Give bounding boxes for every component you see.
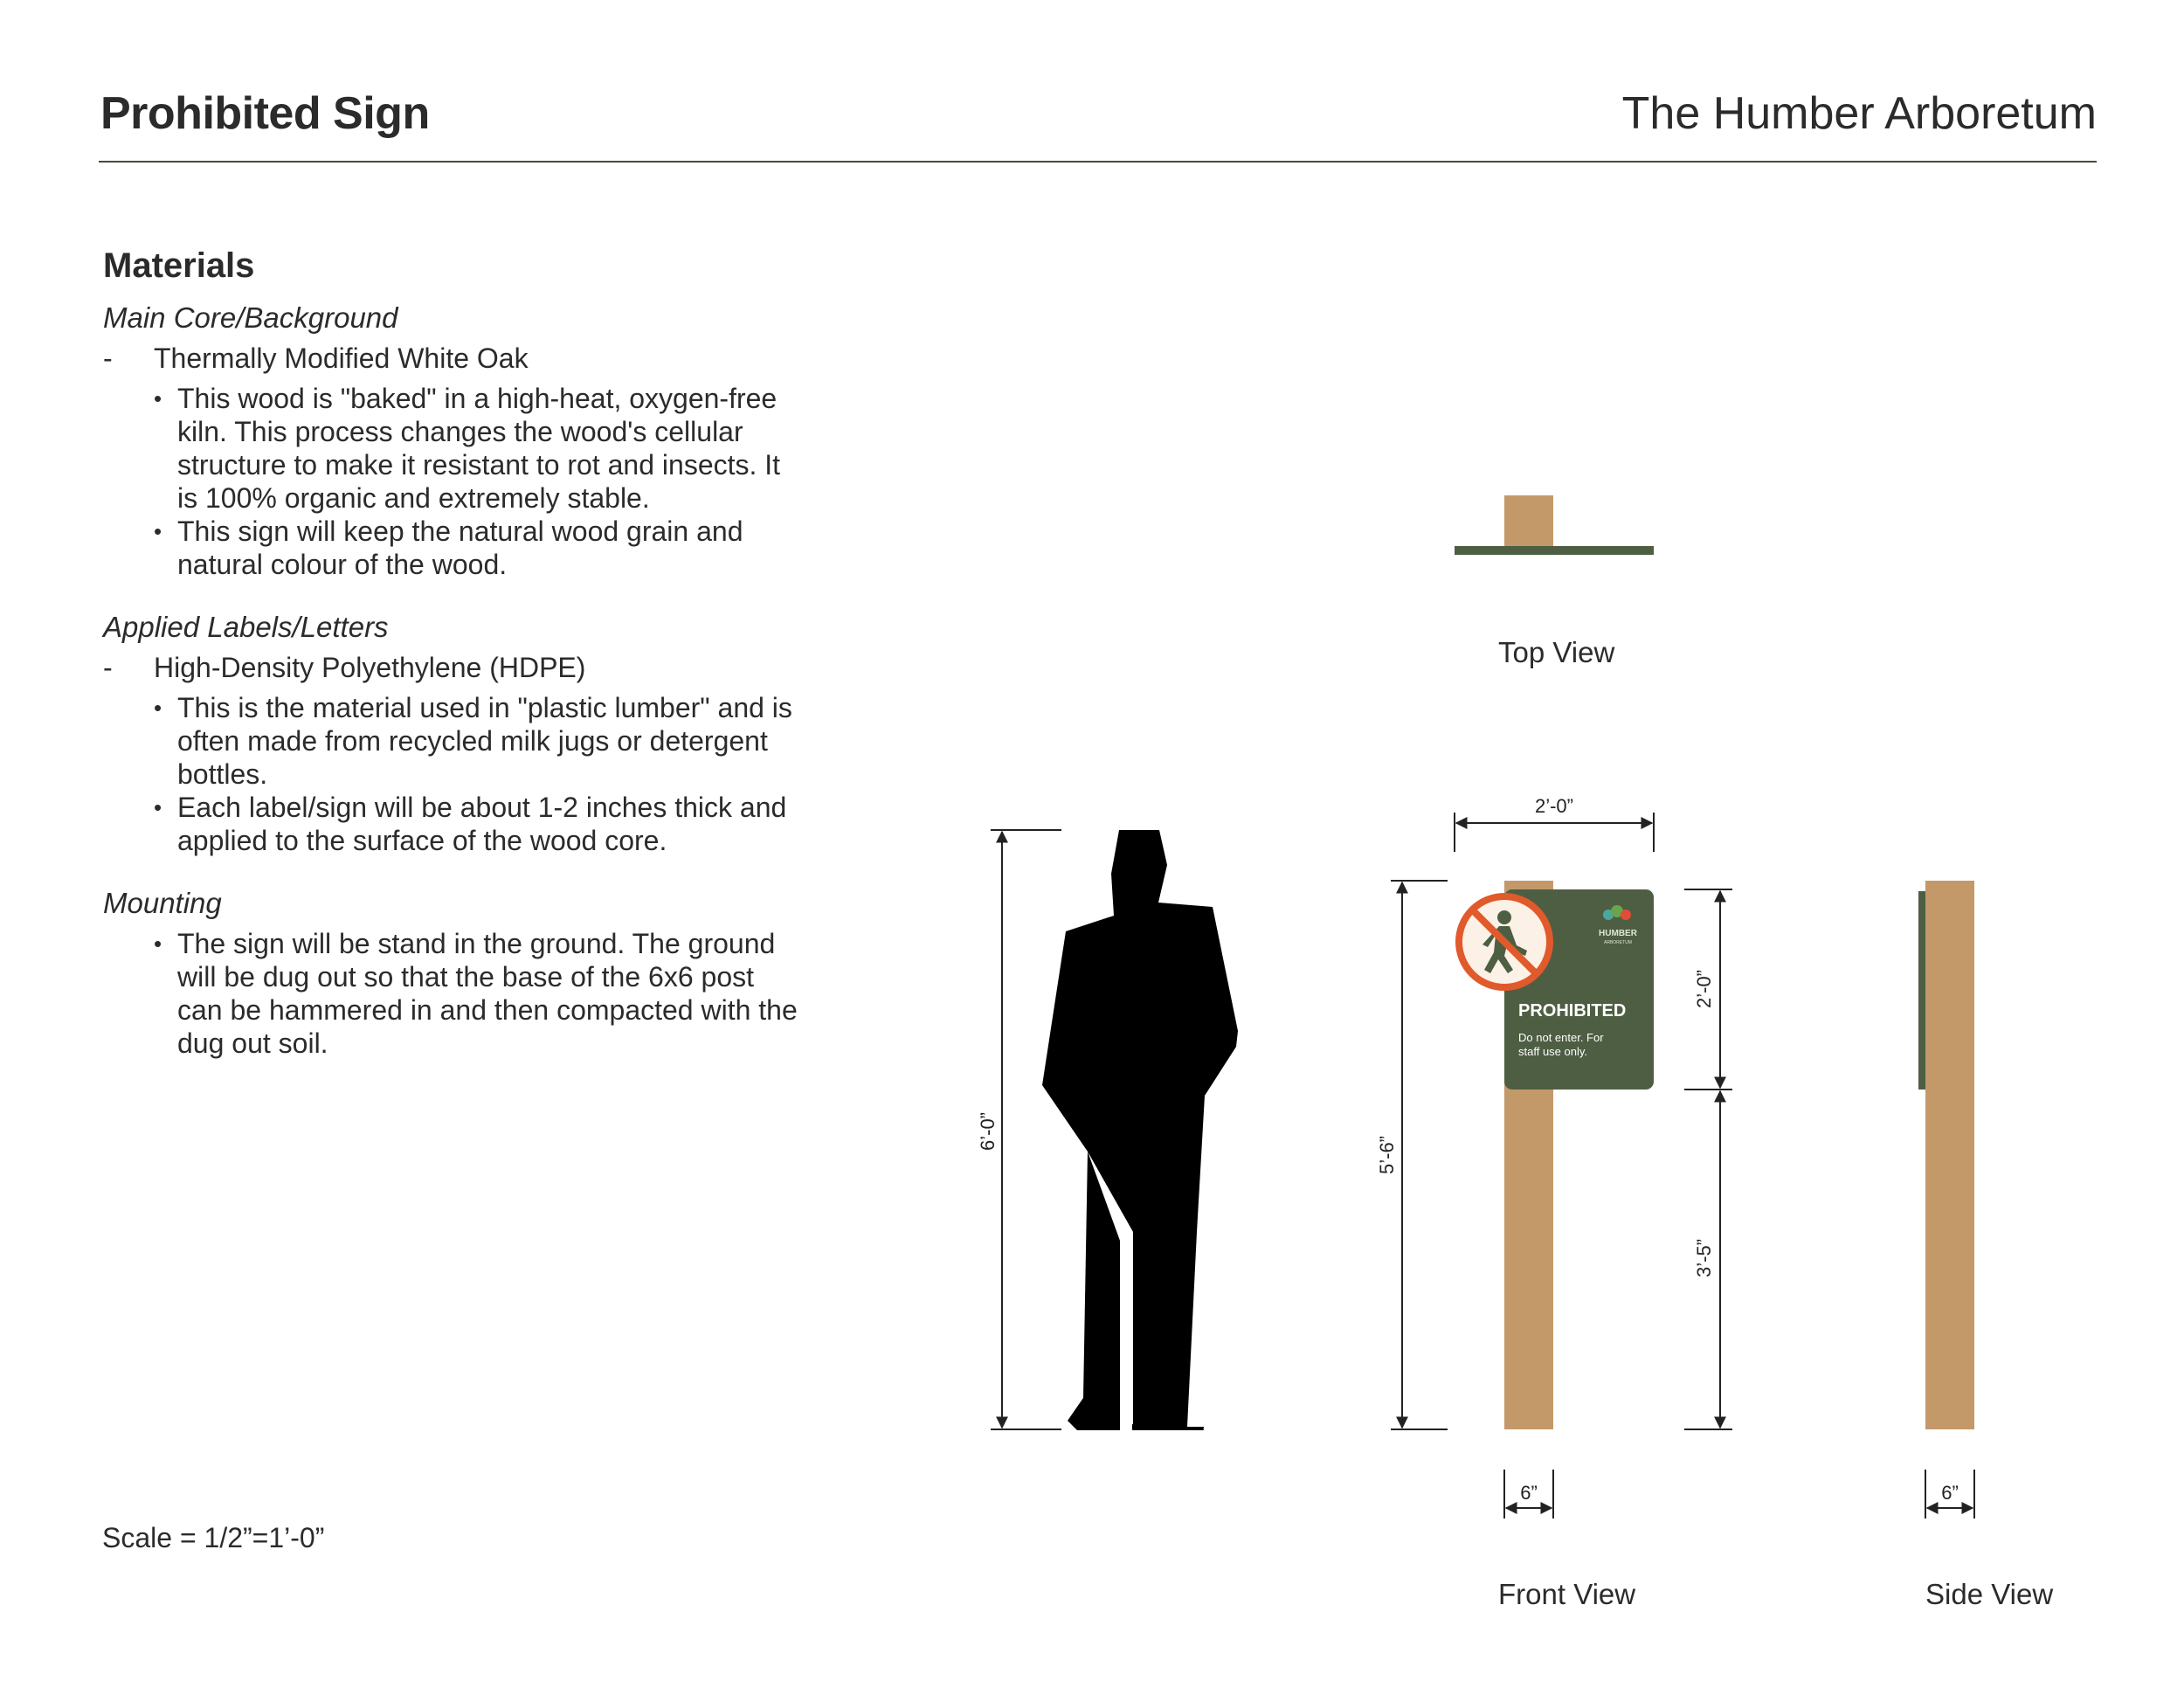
- bullet-item: • This wood is "baked" in a high-heat, oxygen-free kiln. This process changes the wood's cellular structure to make it resistant to rot and insects. It is 100% organic and extremely stable.: [177, 382, 802, 515]
- person-silhouette: [1042, 830, 1238, 1430]
- section-title: Applied Labels/Letters: [103, 611, 389, 643]
- total-height-dimension: [1376, 881, 1448, 1429]
- sign-width-dimension: [1455, 795, 1654, 852]
- side-view-drawing: [1918, 881, 1974, 1429]
- panel-top: [1455, 546, 1654, 555]
- side-post-width-dimension: [1925, 1470, 1974, 1519]
- panel-height-label: 2’-0”: [1693, 969, 1715, 1009]
- material-item: - Thermally Modified White Oak: [103, 342, 802, 375]
- bullet-item: • This sign will keep the natural wood grain and natural colour of the wood.: [177, 515, 802, 581]
- panel-body-line: staff use only.: [1518, 1045, 1588, 1058]
- side-post-width-label: 6”: [1941, 1482, 1959, 1504]
- page-title: Prohibited Sign: [100, 88, 430, 139]
- sign-panel: [1456, 889, 1654, 1090]
- sign-width-label: 2’-0”: [1534, 795, 1574, 817]
- post-top: [1504, 495, 1553, 548]
- top-view-label: Top View: [1498, 636, 1615, 668]
- front-post-width-label: 6”: [1520, 1482, 1538, 1504]
- materials-heading: Materials: [103, 246, 255, 285]
- panel-height-dimension: [1684, 889, 1732, 1429]
- side-post: [1925, 881, 1974, 1429]
- scale-note: Scale = 1/2”=1’-0”: [102, 1522, 325, 1553]
- post-to-panel-label: 3’-5”: [1693, 1238, 1715, 1278]
- organization-name: The Humber Arboretum: [1621, 88, 2097, 139]
- section-title: Main Core/Background: [103, 301, 398, 334]
- section-title: Mounting: [103, 887, 222, 919]
- top-view-drawing: [1455, 495, 1654, 555]
- front-post-width-dimension: [1504, 1470, 1553, 1519]
- panel-body-line: Do not enter. For: [1518, 1031, 1604, 1044]
- material-item: - High-Density Polyethylene (HDPE): [103, 651, 802, 684]
- svg-text:ARBORETUM: ARBORETUM: [1604, 940, 1632, 945]
- no-pedestrian-icon: [1456, 894, 1552, 990]
- person-height-label: 6’-0”: [977, 1111, 999, 1152]
- bullet-item: • The sign will be stand in the ground. The ground will be dug out so that the base of the 6x6 post can be hammered in and then compacted with the dug out soil.: [177, 927, 802, 1060]
- panel-headline: PROHIBITED: [1518, 1001, 1627, 1020]
- person-height-dimension: [977, 830, 1061, 1429]
- side-panel-edge: [1918, 891, 1925, 1090]
- bullet-item: • This is the material used in "plastic lumber" and is often made from recycled milk jugs or detergent bottles.: [177, 691, 802, 791]
- svg-text:HUMBER: HUMBER: [1599, 929, 1637, 938]
- total-height-label: 5’-6”: [1376, 1135, 1398, 1175]
- side-view-label: Side View: [1925, 1578, 2054, 1610]
- front-view-label: Front View: [1498, 1578, 1636, 1610]
- bullet-item: • Each label/sign will be about 1-2 inches thick and applied to the surface of the wood core.: [177, 791, 802, 857]
